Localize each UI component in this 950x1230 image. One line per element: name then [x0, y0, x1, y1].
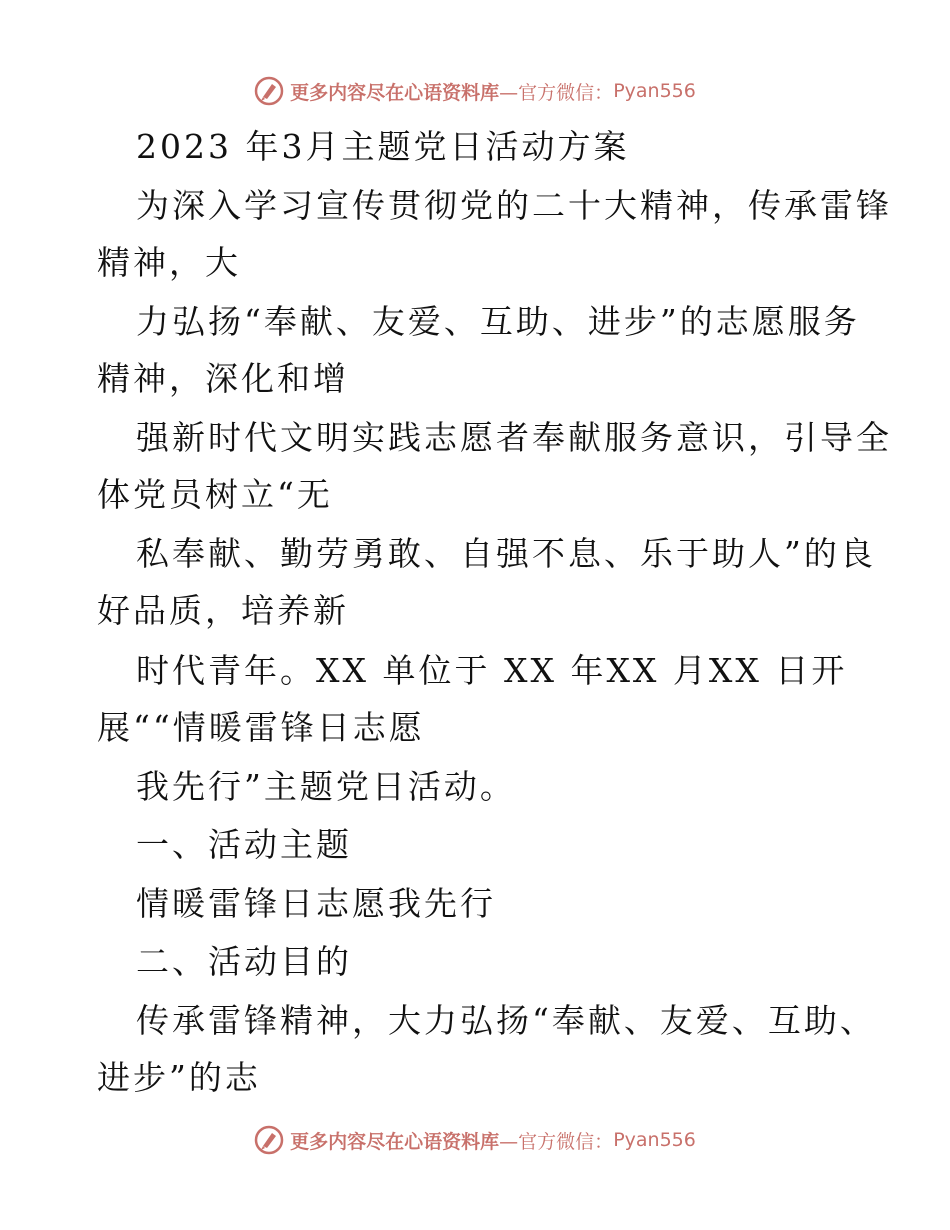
paragraph-line: 情暖雷锋日志愿我先行: [136, 884, 496, 923]
paragraph-line: 时代青年。XX 单位于 XX 年XX 月XX 日开: [136, 651, 848, 690]
watermark-separator: —官方微信：: [499, 1130, 614, 1153]
paragraph-line: 力弘扬“奉献、友爱、互助、进步”的志愿服务: [136, 302, 860, 341]
paragraph-line: 精神，深化和增: [97, 359, 349, 398]
section-heading: 一、活动主题: [136, 825, 352, 864]
paragraph-line: 体党员树立“无: [97, 475, 333, 514]
paragraph-line: 展““情暖雷锋日志愿: [97, 708, 425, 747]
paragraph-line: 私奉献、勤劳勇敢、自强不息、乐于助人”的良: [136, 534, 876, 573]
section-heading: 二、活动目的: [136, 942, 352, 981]
watermark-main-text: 更多内容尽在心语资料库: [290, 81, 500, 104]
watermark-main-text: 更多内容尽在心语资料库: [290, 1130, 500, 1153]
watermark-separator: —官方微信：: [499, 81, 614, 104]
watermark-handle: Pyan556: [613, 1129, 696, 1151]
paragraph-line: 为深入学习宣传贯彻党的二十大精神，传承雷锋: [136, 186, 892, 225]
document-title: 2023 年3月主题党日活动方案: [136, 127, 630, 166]
footer-watermark: [0, 1120, 950, 1160]
paragraph-line: 好品质，培养新: [97, 591, 349, 630]
paragraph-line: 精神，大: [97, 243, 241, 282]
paragraph-line: 进步”的志: [97, 1058, 261, 1097]
paragraph-line: 强新时代文明实践志愿者奉献服务意识，引导全: [136, 418, 892, 457]
paragraph-line: 我先行”主题党日活动。: [136, 767, 516, 806]
paragraph-line: 传承雷锋精神，大力弘扬“奉献、友爱、互助、: [136, 1001, 876, 1040]
pen-nib-logo-icon: [254, 1125, 284, 1155]
watermark-handle: Pyan556: [613, 80, 696, 102]
